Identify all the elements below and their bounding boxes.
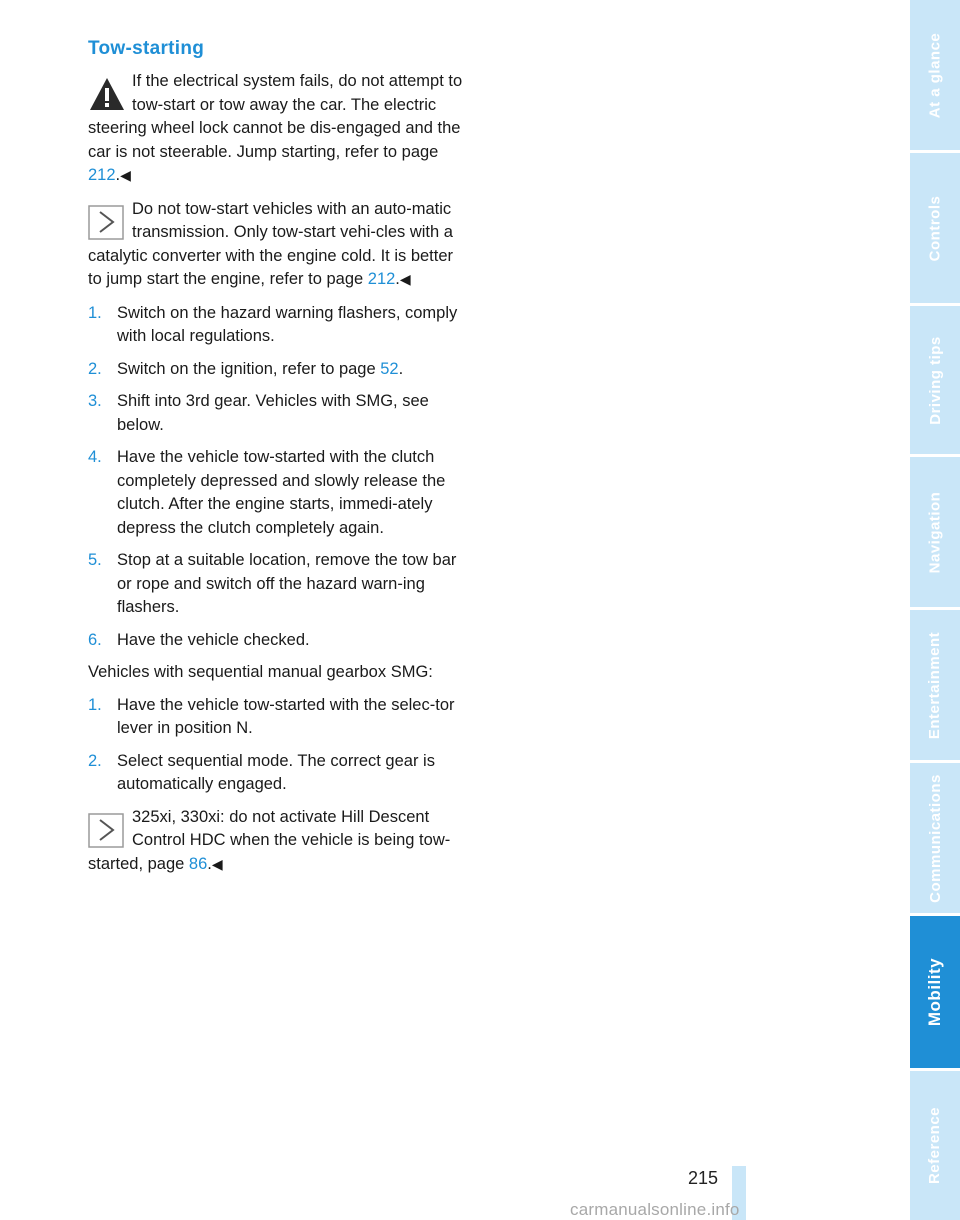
chapter-sidebar bbox=[910, 0, 960, 1220]
warning-note-text: If the electrical system fails, do not attempt to tow-start or tow away the car. The electric steering wheel lock cannot be dis-engaged and the car is not steerable. Jump starting, refer to page bbox=[88, 72, 463, 161]
tab-reference[interactable]: Reference bbox=[910, 1071, 960, 1220]
list-item: 5. Stop at a suitable location, remove the tow bar or rope and switch off the hazard warn-ing flashers. bbox=[88, 551, 457, 616]
list-item: 2. Switch on the ignition, refer to page 52. bbox=[88, 359, 404, 378]
note-transmission-text: Do not tow-start vehicles with an auto-matic transmission. Only tow-start vehi-cles with a catalytic converter with the engine cold. It is better to jump start the engine, refer to page bbox=[88, 199, 454, 288]
note-transmission: Do not tow-start vehicles with an auto-matic transmission. Only tow-start vehi-cles with a catalytic converter with the engine cold. It is better to jump start the engine, refer to page 212.◀ bbox=[88, 199, 454, 288]
end-marker: ◀ bbox=[211, 855, 223, 872]
tab-navigation[interactable]: Navigation bbox=[910, 457, 960, 607]
note-hdc: 325xi, 330xi: do not activate Hill Descent Control HDC when the vehicle is being tow-started, page 86.◀ bbox=[88, 807, 451, 873]
list-item: 4. Have the vehicle tow-started with the clutch completely depressed and slowly release the clutch. After the engine starts, immedi-ately depress the clutch completely again. bbox=[88, 448, 446, 537]
note-arrow-icon bbox=[88, 202, 126, 242]
note-hdc-text: 325xi, 330xi: do not activate Hill Descent Control HDC when the vehicle is being tow-started, page bbox=[88, 807, 451, 873]
page-content bbox=[88, 38, 466, 886]
list-item: 6. Have the vehicle checked. bbox=[88, 630, 310, 649]
warning-triangle-icon bbox=[88, 74, 126, 114]
tow-steps-list bbox=[88, 302, 466, 653]
page-number: 215 bbox=[688, 1168, 719, 1188]
page-ref-link[interactable]: 52 bbox=[380, 359, 399, 378]
end-marker: ◀ bbox=[120, 167, 131, 183]
tab-driving-tips[interactable]: Driving tips bbox=[910, 306, 960, 454]
list-item: 2. Select sequential mode. The correct gear is automatically engaged. bbox=[88, 751, 435, 793]
smg-steps-list bbox=[88, 694, 466, 797]
tab-mobility[interactable]: Mobility bbox=[910, 916, 960, 1068]
page-ref-link[interactable]: 86 bbox=[188, 854, 208, 873]
list-item: 1. Have the vehicle tow-started with the selec-tor lever in position N. bbox=[88, 695, 455, 737]
section-title: Tow-starting bbox=[88, 38, 205, 59]
smg-intro: Vehicles with sequential manual gearbox SMG: bbox=[88, 663, 433, 681]
page-ref-link[interactable]: 212 bbox=[88, 166, 116, 184]
watermark: carmanualsonline.info bbox=[570, 1200, 740, 1219]
list-item: 1. Switch on the hazard warning flashers, comply with local regulations. bbox=[88, 303, 458, 345]
tab-communications[interactable]: Communications bbox=[910, 763, 960, 913]
list-item: 3. Shift into 3rd gear. Vehicles with SMG, see below. bbox=[88, 392, 429, 434]
page-ref-link[interactable]: 212 bbox=[367, 270, 396, 288]
tab-entertainment[interactable]: Entertainment bbox=[910, 610, 960, 760]
tab-controls[interactable]: Controls bbox=[910, 153, 960, 303]
tab-at-a-glance[interactable]: At a glance bbox=[910, 0, 960, 150]
warning-note: If the electrical system fails, do not attempt to tow-start or tow away the car. The electric steering wheel lock cannot be dis-engaged and the car is not steerable. Jump starting, refer to page 212.◀ bbox=[88, 72, 463, 184]
note-arrow-icon bbox=[88, 810, 126, 850]
end-marker: ◀ bbox=[399, 271, 411, 287]
